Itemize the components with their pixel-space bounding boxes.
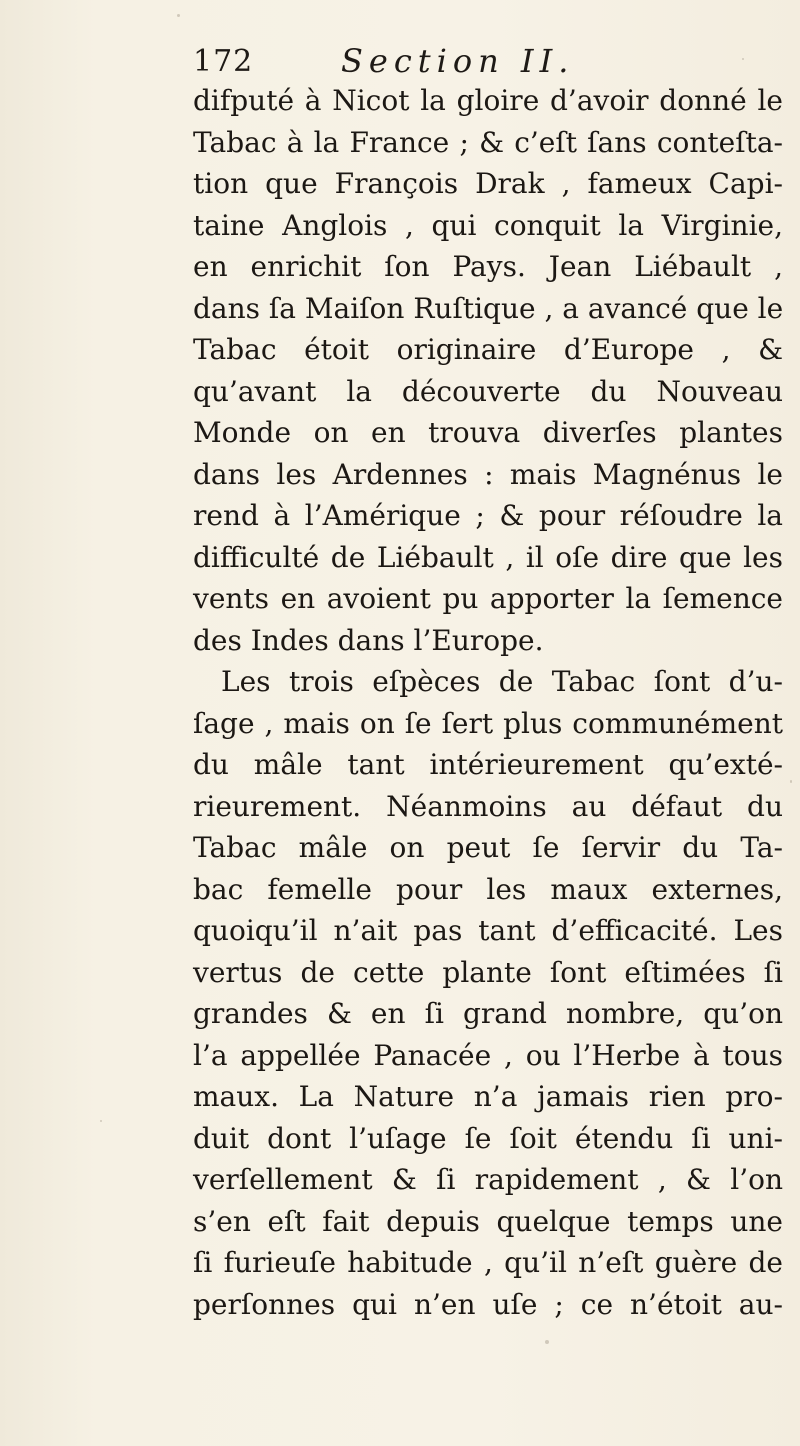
paper-speck	[177, 14, 180, 17]
page-header	[193, 44, 753, 84]
text-line: rieurement. Néanmoins au défaut du	[193, 789, 783, 823]
text-line: en enrichit ſon Pays. Jean Liébault ,	[193, 250, 783, 283]
text-line: Monde on en trouva diverſes plantes	[193, 416, 783, 449]
text-line: l’a appellée Panacée , ou l’Herbe à tous	[193, 1038, 783, 1072]
text-line: difputé à Nicot la gloire d’avoir donné le	[193, 84, 783, 117]
paper-speck	[790, 780, 792, 783]
text-line: taine Anglois , qui conquit la Virginie,	[193, 208, 783, 242]
text-line: bac femelle pour les maux externes,	[193, 872, 783, 906]
text-line: Tabac étoit originaire d’Europe , &	[193, 333, 783, 366]
text-line: quoiqu’il n’ait pas tant d’efficacité. Les	[193, 914, 783, 947]
text-line: des Indes dans l’Europe.	[193, 623, 544, 657]
text-line: dans les Ardennes : mais Magnénus le	[193, 457, 783, 491]
text-line: s’en eſt fait depuis quelque temps une	[193, 1204, 783, 1238]
page-number: 172	[193, 44, 254, 79]
text-line: perſonnes qui n’en uſe ; ce n’étoit au-	[193, 1287, 783, 1321]
text-line: Tabac à la France ; & c’eſt ſans conteſta-	[193, 125, 783, 159]
text-line: ſi furieuſe habitude , qu’il n’eſt guère de	[193, 1246, 783, 1279]
text-line: Tabac mâle on peut ſe ſervir du Ta-	[193, 831, 783, 864]
text-line: ſage , mais on ſe ſert plus communément	[193, 706, 783, 740]
paper-speck	[545, 1340, 549, 1344]
running-head: Section II.	[341, 42, 575, 80]
text-line: difficulté de Liébault , il oſe dire que les	[193, 540, 783, 574]
text-line: qu’avant la découverte du Nouveau	[193, 374, 783, 408]
text-line: Les trois eſpèces de Tabac ſont d’u-	[221, 665, 783, 698]
text-line: vertus de cette plante ſont eſtimées ſi	[193, 955, 783, 989]
text-line: maux. La Nature n’a jamais rien pro-	[193, 1080, 783, 1113]
text-line: rend à l’Amérique ; & pour réſoudre la	[193, 499, 783, 532]
paper-speck	[100, 1120, 102, 1122]
text-line: dans ſa Maiſon Ruſtique , a avancé que le	[193, 291, 784, 325]
text-line: grandes & en ſi grand nombre, qu’on	[193, 997, 783, 1030]
body-text	[193, 80, 783, 1325]
text-line: duit dont l’uſage ſe ſoit étendu ſi uni-	[193, 1121, 783, 1155]
text-line: tion que François Drak , fameux Capi-	[193, 167, 783, 200]
text-line: vents en avoient pu apporter la ſemence	[193, 582, 783, 615]
paper-speck	[742, 58, 744, 60]
text-line: du mâle tant intérieurement qu’exté-	[193, 748, 783, 781]
text-line: verſellement & ſi rapidement , & l’on	[193, 1163, 783, 1196]
